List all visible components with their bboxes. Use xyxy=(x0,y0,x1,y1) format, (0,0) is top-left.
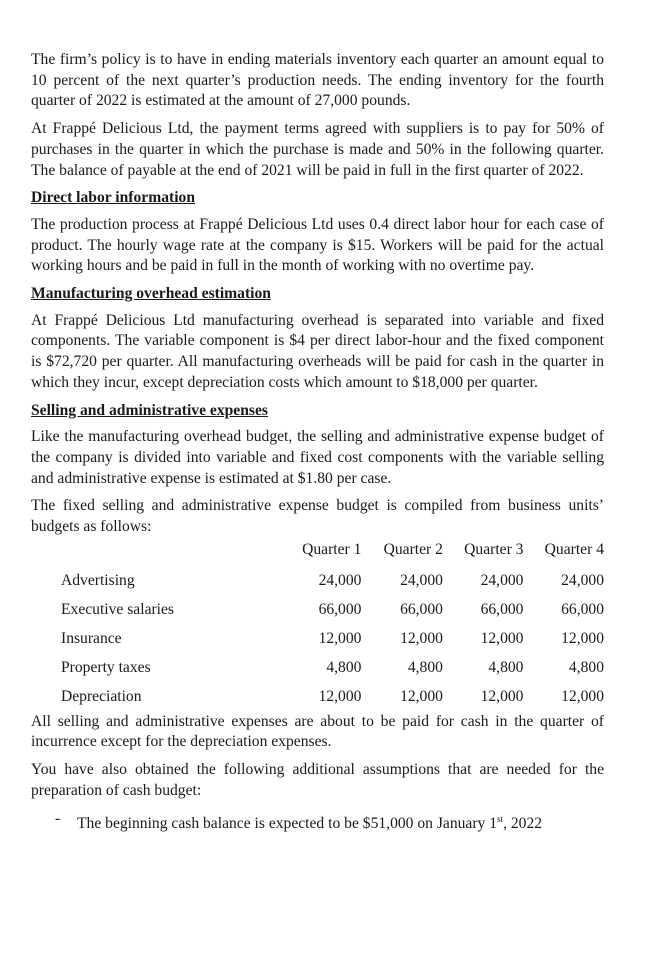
row-label: Executive salaries xyxy=(61,601,175,619)
cell-value: 66,000 xyxy=(480,601,524,619)
cell-value: 12,000 xyxy=(480,630,524,648)
bullet-dash: - xyxy=(55,809,61,827)
table-row xyxy=(31,654,604,683)
table-row xyxy=(31,625,604,654)
document-page xyxy=(31,50,604,834)
cell-value: 24,000 xyxy=(480,572,524,590)
cell-value: 12,000 xyxy=(400,630,443,648)
overhead-heading: Manufacturing overhead estimation xyxy=(31,285,271,303)
cell-value: 24,000 xyxy=(400,572,443,590)
selling-admin-paragraph: Like the manufacturing overhead budget, the selling and administrative expense budget of the company is divided into variable and fixed cost components with the variable selling and administrative expense is estimated at $1.80 per case. xyxy=(31,428,604,487)
column-header: Quarter 4 xyxy=(544,540,604,558)
cell-value: 4,800 xyxy=(326,659,362,677)
cell-value: 66,000 xyxy=(318,601,362,619)
direct-labor-heading: Direct labor information xyxy=(31,189,196,207)
list-item: - The beginning cash balance is expected to be $51,000 on January 1st, 2022 xyxy=(55,809,543,832)
cell-value: 12,000 xyxy=(561,688,604,706)
table-row xyxy=(31,596,604,625)
fixed-expense-table xyxy=(31,541,604,712)
selling-admin-heading: Selling and administrative expenses xyxy=(31,401,268,419)
assumptions-intro: You have also obtained the following additional assumptions that are needed for the preparation of cash budget: xyxy=(31,761,604,799)
payment-note-paragraph: All selling and administrative expenses are about to be paid for cash in the quarter of incurrence except for the depreciation expenses. xyxy=(31,712,604,751)
direct-labor-paragraph: The production process at Frappé Delicious Ltd uses 0.4 direct labor hour for each case of product. The hourly wage rate at the company is $15. Workers will be paid for the actual working hours and be paid in full in the month of working with no overtime pay. xyxy=(31,215,604,275)
cell-value: 24,000 xyxy=(561,572,604,590)
column-header: Quarter 3 xyxy=(464,540,524,558)
inventory-policy-paragraph: The firm’s policy is to have in ending materials inventory each quarter an amount equal to 10 percent of the next quarter’s production needs. The ending inventory for the fourth quarter of 2022 is estimated at the amount of 27,000 pounds. xyxy=(31,51,604,110)
column-header: Quarter 2 xyxy=(383,540,443,558)
cell-value: 4,800 xyxy=(407,659,443,677)
cell-value: 12,000 xyxy=(318,688,362,706)
row-label: Advertising xyxy=(61,572,135,590)
row-label: Depreciation xyxy=(61,688,142,706)
cell-value: 4,800 xyxy=(488,659,524,677)
table-header-row xyxy=(31,541,604,567)
table-row xyxy=(31,567,604,596)
cell-value: 66,000 xyxy=(561,601,604,619)
table-row xyxy=(31,683,604,712)
overhead-paragraph: At Frappé Delicious Ltd manufacturing overhead is separated into variable and fixed components. The variable component is $4 per direct labor-hour and the fixed component is $72,720 per quarter. All manufacturing overheads will be paid for cash in the quarter in which they incur, except depreciation costs which amount to $18,000 per quarter. xyxy=(31,311,604,391)
payment-terms-paragraph: At Frappé Delicious Ltd, the payment terms agreed with suppliers is to pay for 50% of purchases in the quarter in which the purchase is made and 50% in the following quarter. The balance of payable at the end of 2021 will be paid in full in the first quarter of 2022. xyxy=(31,120,604,179)
row-label: Property taxes xyxy=(61,659,151,677)
cell-value: 4,800 xyxy=(568,659,604,677)
cell-value: 24,000 xyxy=(318,572,362,590)
cell-value: 12,000 xyxy=(480,688,524,706)
cell-value: 12,000 xyxy=(318,630,362,648)
fixed-budget-intro: The fixed selling and administrative expense budget is compiled from business units’ budgets as follows: xyxy=(31,497,604,536)
column-header: Quarter 1 xyxy=(302,540,362,558)
cell-value: 66,000 xyxy=(400,601,443,619)
row-label: Insurance xyxy=(61,630,122,648)
assumptions-list xyxy=(31,809,604,835)
cell-value: 12,000 xyxy=(561,630,604,648)
cell-value: 12,000 xyxy=(400,688,443,706)
